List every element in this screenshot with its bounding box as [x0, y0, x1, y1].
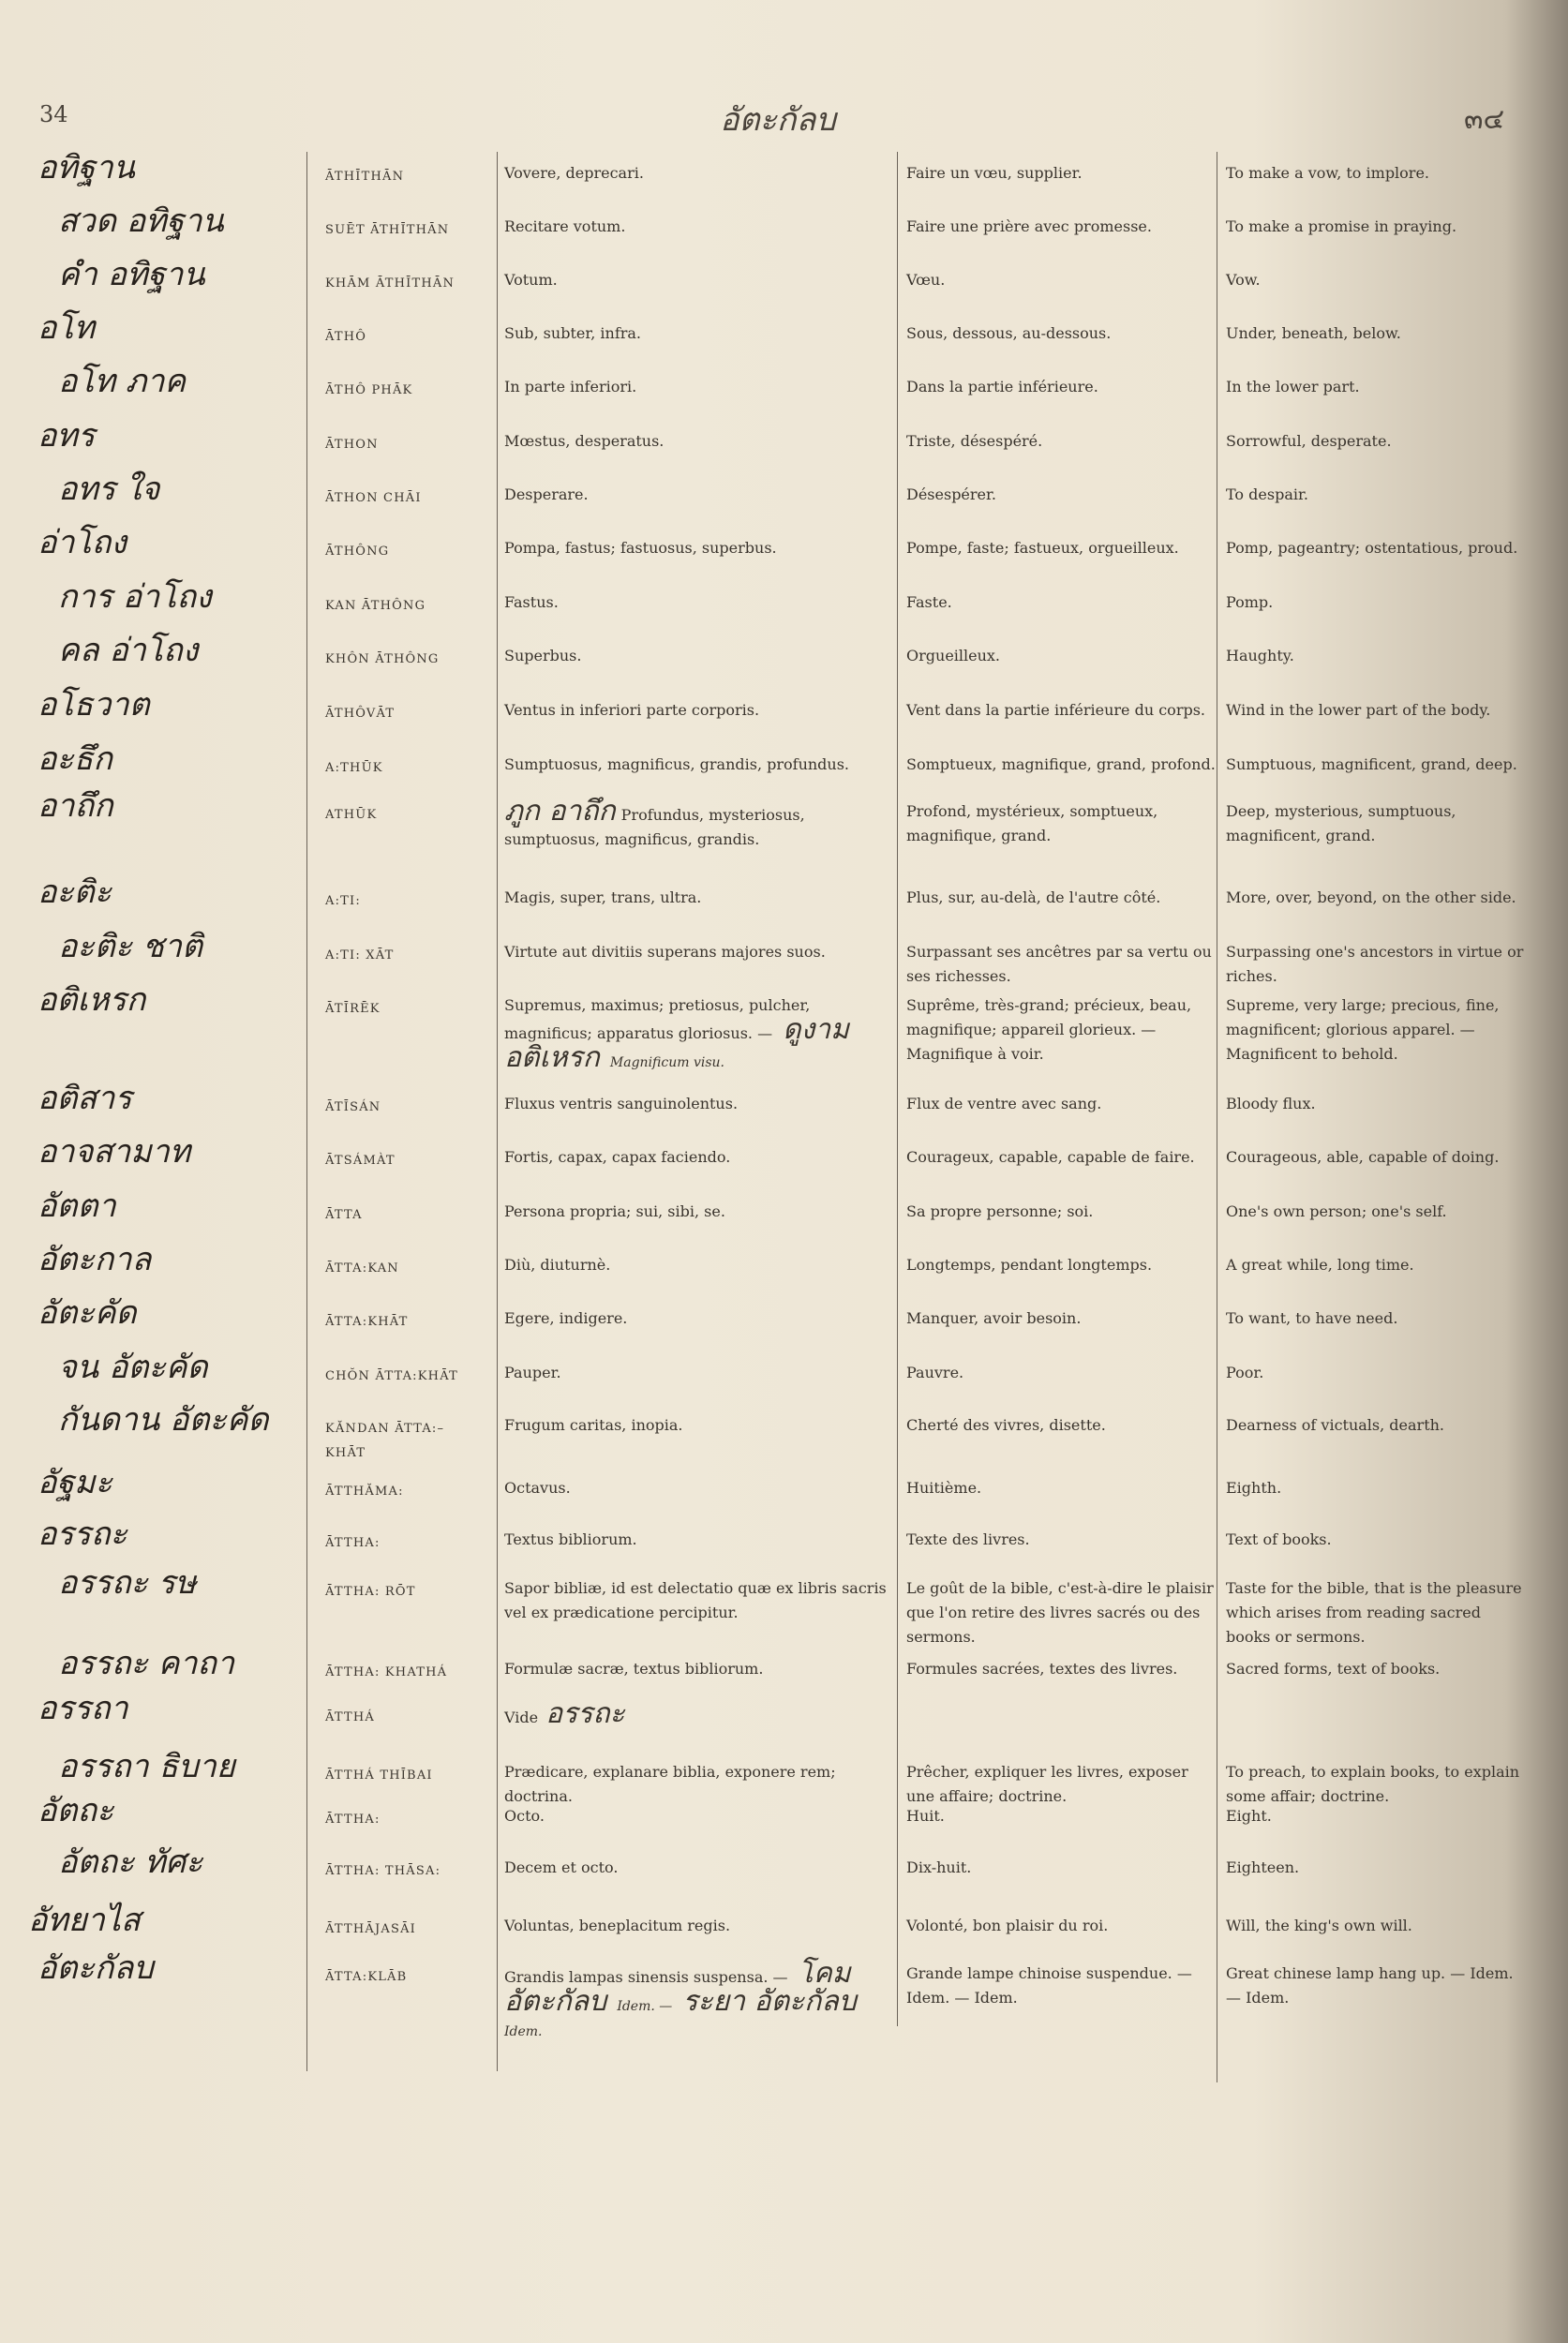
- entry-transliteration: A:TI:: [325, 894, 361, 908]
- entry-thai-headword: อาจสามาท: [37, 1133, 191, 1171]
- entry-transliteration: A:TI: XĀT: [325, 948, 395, 963]
- entry-french: Grande lampe chinoise suspendue. — Idem. — Idem.: [906, 1964, 1192, 2007]
- entry-french: Plus, sur, au-delà, de l'autre côté.: [906, 888, 1161, 906]
- entry-transliteration: ĀTTA:KHĀT: [325, 1315, 409, 1329]
- entry-latin: Fortis, capax, capax faciendo.: [504, 1148, 731, 1166]
- entry-english: Surpassing one's ancestors in virtue or riches.: [1226, 943, 1524, 985]
- entry-english: Text of books.: [1226, 1530, 1332, 1548]
- entry-transliteration: CHŎN ĀTTA:KHĀT: [325, 1369, 458, 1383]
- latin-text: Supremus, maximus; pretiosus, pulcher, magnificus; apparatus gloriosus. —: [504, 996, 811, 1042]
- entry-latin: Prædicare, explanare biblia, exponere rem; doctrina.: [504, 1763, 836, 1805]
- entry-latin: Pompa, fastus; fastuosus, superbus.: [504, 539, 777, 557]
- entry-transliteration: ĀTTA:KAN: [325, 1261, 399, 1276]
- entry-thai-headword: อัทยาไส: [28, 1902, 141, 1939]
- entry-english: Pomp.: [1226, 593, 1274, 611]
- latin-text: Profundus, mysteriosus, sumptuosus, magnificus, grandis.: [504, 806, 805, 848]
- entry-english: More, over, beyond, on the other side.: [1226, 888, 1516, 906]
- latin-thai-reference: ภูก อาถึก: [504, 795, 616, 828]
- entry-transliteration: ĀTTHA: RŌT: [325, 1585, 416, 1599]
- entry-english: To despair.: [1226, 485, 1308, 503]
- entry-thai-headword: อทร: [37, 417, 96, 455]
- entry-french: Huitième.: [906, 1479, 982, 1497]
- entry-thai-headword: อติเหรก: [37, 981, 146, 1019]
- entry-transliteration: A:THŪK: [325, 761, 383, 775]
- entry-latin: Octavus.: [504, 1479, 571, 1497]
- entry-english: Under, beneath, below.: [1226, 324, 1401, 342]
- entry-thai-headword: อทิฐาน: [37, 149, 135, 187]
- entry-transliteration: ĀTHÔ: [325, 330, 367, 344]
- entry-french: Flux de ventre avec sang.: [906, 1095, 1102, 1112]
- entry-latin: [504, 795, 890, 852]
- entry-thai-headword: อะติะ ชาติ: [58, 928, 203, 965]
- entry-latin: [504, 1957, 890, 2044]
- latin-text: Grandis lampas sinensis suspensa. —: [504, 1968, 788, 1986]
- entry-thai-headword: สวด อทิฐาน: [58, 202, 224, 240]
- entry-latin: Textus bibliorum.: [504, 1530, 637, 1548]
- entry-thai-headword: อรรถะ: [37, 1515, 127, 1553]
- entry-transliteration: ĀTTHA:: [325, 1536, 381, 1550]
- entry-french: Vent dans la partie inférieure du corps.: [906, 701, 1205, 719]
- page-number-right: ๓๔: [1464, 103, 1505, 136]
- entry-transliteration: ĀTHON: [325, 438, 379, 452]
- entry-english: Sumptuous, magnificent, grand, deep.: [1226, 755, 1517, 773]
- entry-french: Orgueilleux.: [906, 647, 1001, 664]
- entry-thai-headword: อรรถะ คาถา: [58, 1645, 235, 1682]
- entry-english: Eighteen.: [1226, 1858, 1300, 1876]
- entry-latin: Fluxus ventris sanguinolentus.: [504, 1095, 739, 1112]
- entry-latin: Magis, super, trans, ultra.: [504, 888, 702, 906]
- entry-french: Profond, mystérieux, somptueux, magnifique, grand.: [906, 802, 1158, 844]
- entry-english: Deep, mysterious, sumptuous, magnificent, grand.: [1226, 802, 1456, 844]
- entry-french: Désespérer.: [906, 485, 996, 503]
- entry-latin: In parte inferiori.: [504, 378, 637, 395]
- entry-latin: Persona propria; sui, sibi, se.: [504, 1202, 725, 1220]
- entry-english: Sorrowful, desperate.: [1226, 432, 1392, 450]
- entry-french: Sous, dessous, au-dessous.: [906, 324, 1112, 342]
- entry-latin: Sumptuosus, magnificus, grandis, profundus.: [504, 755, 850, 773]
- entry-latin: Mœstus, desperatus.: [504, 432, 665, 450]
- latin-text: Vide: [504, 1709, 539, 1726]
- entry-latin: Sapor bibliæ, id est delectatio quæ ex libris sacris vel ex prædicatione percipitur.: [504, 1579, 887, 1621]
- entry-thai-headword: การ อ่าโถง: [58, 578, 212, 616]
- entry-transliteration: KĂNDAN ĀTTA:– KHĀT: [325, 1422, 445, 1460]
- entry-thai-headword: จน อัตะคัด: [58, 1349, 208, 1386]
- column-divider: [497, 152, 498, 2071]
- entry-latin: Formulæ sacræ, textus bibliorum.: [504, 1660, 764, 1678]
- entry-french: Surpassant ses ancêtres par sa vertu ou ses richesses.: [906, 943, 1212, 985]
- latin-text: Idem.: [504, 2024, 543, 2039]
- entry-french: Courageux, capable, capable de faire.: [906, 1148, 1195, 1166]
- entry-transliteration: ĀTTHĂMA:: [325, 1485, 404, 1499]
- entry-french: Dans la partie inférieure.: [906, 378, 1098, 395]
- entry-latin: Decem et octo.: [504, 1858, 619, 1876]
- entry-transliteration: ĀTHÔVĀT: [325, 707, 396, 721]
- entry-english: Vow.: [1226, 271, 1261, 289]
- entry-french: Pauvre.: [906, 1364, 964, 1381]
- page-number-left: 34: [39, 101, 68, 127]
- entry-english: Dearness of victuals, dearth.: [1226, 1416, 1445, 1434]
- entry-transliteration: ATHŪK: [325, 808, 378, 822]
- entry-transliteration: ĀTTHĀJASĀI: [325, 1922, 417, 1936]
- entry-latin: Vovere, deprecari.: [504, 164, 644, 182]
- latin-thai-reference: อรรถะ: [545, 1697, 625, 1730]
- entry-french: Formules sacrées, textes des livres.: [906, 1660, 1178, 1678]
- entry-french: Somptueux, magnifique, grand, profond.: [906, 755, 1216, 773]
- entry-transliteration: KAN ĀTHÔNG: [325, 599, 426, 613]
- entry-latin: Sub, subter, infra.: [504, 324, 642, 342]
- entry-thai-headword: อาถึก: [37, 787, 113, 825]
- entry-french: Manquer, avoir besoin.: [906, 1309, 1082, 1327]
- entry-english: To want, to have need.: [1226, 1309, 1398, 1327]
- entry-latin: Voluntas, beneplacitum regis.: [504, 1917, 731, 1934]
- entry-transliteration: ĀTĪRĒK: [325, 1002, 381, 1016]
- entry-english: One's own person; one's self.: [1226, 1202, 1447, 1220]
- page-running-title: อัตะกัลบ: [720, 101, 836, 139]
- entry-thai-headword: อโท: [37, 309, 96, 347]
- entry-english: Great chinese lamp hang up. — Idem. — Idem.: [1226, 1964, 1514, 2007]
- entry-thai-headword: อโธวาต: [37, 686, 150, 724]
- entry-transliteration: SUĒT ĀTHĪTHĀN: [325, 223, 450, 237]
- entry-latin: Pauper.: [504, 1364, 561, 1381]
- entry-english: Eighth.: [1226, 1479, 1282, 1497]
- entry-latin: Recitare votum.: [504, 217, 626, 235]
- latin-text: Idem. —: [617, 1999, 673, 2014]
- entry-english: Bloody flux.: [1226, 1095, 1316, 1112]
- entry-english: To make a vow, to implore.: [1226, 164, 1430, 182]
- entry-latin: Egere, indigere.: [504, 1309, 628, 1327]
- entry-transliteration: ĀTĪSÁN: [325, 1100, 381, 1114]
- entry-thai-headword: คำ อทิฐาน: [58, 256, 205, 293]
- entry-english: Poor.: [1226, 1364, 1264, 1381]
- entry-transliteration: ĀTHON CHĀI: [325, 491, 422, 505]
- entry-transliteration: ĀTTHÁ: [325, 1710, 375, 1724]
- latin-thai-reference: ดูงาม อติเหรก: [504, 1013, 849, 1074]
- entry-french: Volonté, bon plaisir du roi.: [906, 1917, 1109, 1934]
- entry-thai-headword: อัตะกัลบ: [37, 1949, 154, 1987]
- entry-french: Faire une prière avec promesse.: [906, 217, 1152, 235]
- entry-thai-headword: อัฐมะ: [37, 1464, 112, 1501]
- entry-french: Le goût de la bible, c'est-à-dire le plaisir que l'on retire des livres sacrés ou des sermons.: [906, 1579, 1214, 1646]
- entry-transliteration: ĀTHÔNG: [325, 545, 390, 559]
- entry-english: Eight.: [1226, 1807, 1272, 1825]
- entry-french: Faste.: [906, 593, 952, 611]
- entry-french: Vœu.: [906, 271, 946, 289]
- entry-thai-headword: อัตถะ: [37, 1792, 114, 1829]
- entry-thai-headword: อะติะ: [37, 873, 112, 911]
- entry-latin: Frugum caritas, inopia.: [504, 1416, 683, 1434]
- entry-french: Faire un vœu, supplier.: [906, 164, 1083, 182]
- entry-english: Supreme, very large; precious, fine, magnificent; glorious apparel. — Magnificent to behold.: [1226, 996, 1500, 1063]
- entry-english: Courageous, able, capable of doing.: [1226, 1148, 1500, 1166]
- entry-thai-headword: อะธึก: [37, 740, 113, 778]
- entry-english: Sacred forms, text of books.: [1226, 1660, 1441, 1678]
- entry-thai-headword: อรรถา: [37, 1690, 128, 1727]
- entry-transliteration: ĀTTA: [325, 1208, 363, 1222]
- entry-latin: Ventus in inferiori parte corporis.: [504, 701, 760, 719]
- entry-transliteration: KHÔN ĀTHÔNG: [325, 652, 440, 666]
- entry-french: Sa propre personne; soi.: [906, 1202, 1094, 1220]
- entry-english: Will, the king's own will.: [1226, 1917, 1412, 1934]
- entry-latin: Votum.: [504, 271, 558, 289]
- entry-transliteration: ĀTTHÁ THĪBAI: [325, 1768, 433, 1783]
- entry-french: Triste, désespéré.: [906, 432, 1043, 450]
- entry-french: Pompe, faste; fastueux, orgueilleux.: [906, 539, 1179, 557]
- entry-thai-headword: อทร ใจ: [58, 470, 160, 508]
- entry-transliteration: KHĀM ĀTHĪTHĀN: [325, 276, 455, 291]
- entry-english: A great while, long time.: [1226, 1256, 1414, 1274]
- entry-thai-headword: อโท ภาค: [58, 363, 187, 400]
- entry-english: Taste for the bible, that is the pleasure which arises from reading sacred books or sermons.: [1226, 1579, 1522, 1646]
- latin-text: Magnificum visu.: [609, 1055, 725, 1070]
- entry-thai-headword: อ่าโถง: [37, 524, 127, 561]
- entry-thai-headword: อติสาร: [37, 1080, 132, 1117]
- entry-latin: Superbus.: [504, 647, 582, 664]
- entry-latin: Virtute aut divitiis superans majores suos.: [504, 943, 826, 961]
- entry-english: To preach, to explain books, to explain some affair; doctrine.: [1226, 1763, 1520, 1805]
- entry-transliteration: ĀTTHA: THĀSA:: [325, 1864, 441, 1878]
- entry-transliteration: ĀTHÔ PHĀK: [325, 383, 413, 397]
- entry-english: To make a promise in praying.: [1226, 217, 1457, 235]
- entry-french: Huit.: [906, 1807, 945, 1825]
- entry-latin: [504, 993, 890, 1075]
- entry-latin: Desperare.: [504, 485, 589, 503]
- entry-thai-headword: อัตะกาล: [37, 1241, 152, 1278]
- entry-thai-headword: อัตะคัด: [37, 1294, 137, 1332]
- entry-french: Cherté des vivres, disette.: [906, 1416, 1106, 1434]
- entry-latin: Diù, diuturnè.: [504, 1256, 611, 1274]
- entry-french: Longtemps, pendant longtemps.: [906, 1256, 1153, 1274]
- entry-french: Prêcher, expliquer les livres, exposer une affaire; doctrine.: [906, 1763, 1188, 1805]
- entry-transliteration: ĀTHĪTHĀN: [325, 170, 405, 184]
- entry-latin: Octo.: [504, 1807, 545, 1825]
- entry-french: Texte des livres.: [906, 1530, 1030, 1548]
- entry-latin: Fastus.: [504, 593, 559, 611]
- entry-transliteration: ĀTTHA:: [325, 1813, 381, 1827]
- column-divider: [306, 152, 307, 2071]
- entry-thai-headword: อรรถะ รษ: [58, 1564, 197, 1602]
- entry-transliteration: ĀTSÁMÀT: [325, 1154, 396, 1168]
- entry-english: Wind in the lower part of the body.: [1226, 701, 1491, 719]
- entry-latin: [504, 1697, 890, 1730]
- entry-french: Dix-huit.: [906, 1858, 972, 1876]
- entry-english: Haughty.: [1226, 647, 1294, 664]
- entry-french: Suprême, très-grand; précieux, beau, magnifique; appareil glorieux. — Magnifique à voir.: [906, 996, 1192, 1063]
- entry-thai-headword: อัตตา: [37, 1187, 116, 1225]
- entry-thai-headword: กันดาน อัตะคัด: [58, 1401, 269, 1439]
- entry-transliteration: ĀTTHA: KHATHÁ: [325, 1665, 448, 1679]
- entry-transliteration: ĀTTA:KLĀB: [325, 1970, 408, 1984]
- entry-thai-headword: อัตถะ ทัศะ: [58, 1843, 203, 1881]
- entry-thai-headword: อรรถา ธิบาย: [58, 1748, 235, 1785]
- entry-thai-headword: คล อ่าโถง: [58, 632, 199, 669]
- entry-english: Pomp, pageantry; ostentatious, proud.: [1226, 539, 1518, 557]
- latin-thai-reference: โคม อัตะกัลบ: [504, 1957, 851, 2018]
- column-divider: [897, 152, 898, 2026]
- latin-thai-reference: ระยา อัตะกัลบ: [682, 1985, 857, 2018]
- entry-english: In the lower part.: [1226, 378, 1360, 395]
